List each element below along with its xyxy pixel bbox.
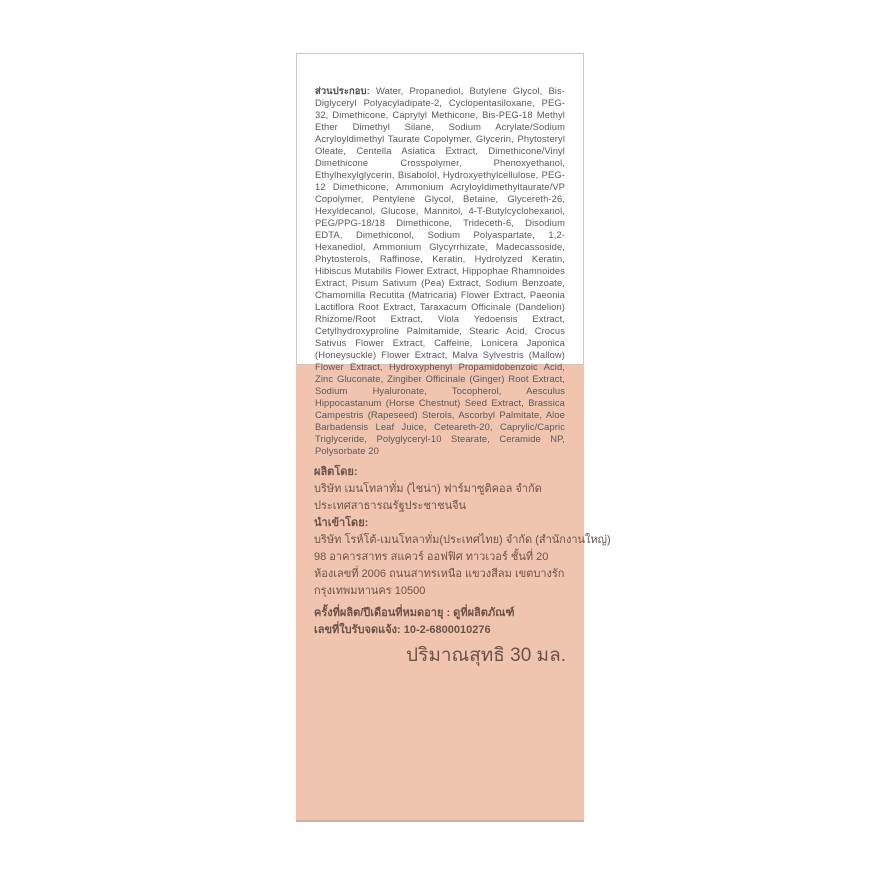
manufacturer-country: ประเทศสาธารณรัฐประชาชนจีน (314, 500, 467, 512)
importer-address-line-3: กรุงเทพมหานคร 10500 (314, 585, 426, 597)
production-block (314, 605, 566, 639)
ingredients-label: ส่วนประกอบ: (315, 85, 370, 96)
importer-label: นำเข้าโดย: (314, 517, 369, 529)
importer-block (314, 515, 611, 600)
importer-name: บริษัท โรห์โต้-เมนโทลาทั่ม(ประเทศไทย) จำกัด (สำนักงานใหญ่) (314, 534, 611, 546)
manufacturer-name: บริษัท เมนโทลาทั่ม (ไชน่า) ฟาร์มาซูติคอล จำกัด (314, 483, 542, 495)
production-batch-line: ครั้งที่ผลิต/ปีเดือนที่หมดอายุ : ดูที่ผลิตภัณฑ์ (314, 607, 515, 619)
label-panel (296, 53, 611, 822)
importer-address-line-1: 98 อาคารสาทร สแควร์ ออฟฟิศ ทาวเวอร์ ชั้นที่ 20 (314, 551, 549, 563)
importer-address-line-2: ห้องเลขที่ 2006 ถนนสาทรเหนือ แขวงสีลม เขตบางรัก (314, 568, 565, 580)
notification-number-line: เลขที่ใบรับจดแจ้ง: 10-2-6800010276 (314, 624, 491, 636)
net-volume-text: ปริมาณสุทธิ 30 มล. (406, 645, 566, 666)
ingredients-paragraph (315, 85, 565, 457)
manufacturer-block (314, 464, 566, 515)
ingredients-section (296, 53, 584, 456)
manufacturer-label: ผลิตโดย: (314, 466, 358, 478)
ingredients-list: Water, Propanediol, Butylene Glycol, Bis-Diglyceryl Polyacyladipate-2, Cyclopentasiloxane, PEG-32, Dimethicone, Caprylyl Methicone, Bis-PEG-18 Methyl Ether Dimethyl Silane, Sodium Acrylate/Sodium Acryloyldimethyl Taurate Copolymer, Glycerin, Phytosteryl Oleate, Centella Asiatica Extract, Dimethicone/Vinyl Dimethicone Crosspolymer, Phenoxyethanol, Ethylhexylglycerin, Bisabolol, Hydroxyethylcellulose, PEG-12 Dimethicone, Ammonium Acryloyldimethyltaurate/VP Copolymer, Pentylene Glycol, Betaine, Glycereth-26, Hexyldecanol, Glucose, Mannitol, 4-T-Butylcyclohexanol, PEG/PPG-18/18 Dimethicone, Trideceth-6, Disodium EDTA, Dimethiconol, Sodium Polyaspartate, 1,2-Hexanediol, Ammonium Glycyrrhizate, Madecassoside, Phytosterols, Raffinose, Keratin, Hydrolyzed Keratin, Hibiscus Mutabilis Flower Extract, Hippophae Rhamnoides Extract, Pisum Sativum (Pea) Extract, Sodium Benzoate, Chamomilla Recutita (Matricaria) Flower Extract, Paeonia Lactiflora Root Extract, Taraxacum Officinale (Dandelion) Rhizome/Root Extract, Viola Yedoensis Extract, Cetylhydroxyproline Palmitamide, Stearic Acid, Crocus Sativus Flower Extract, Caffeine, Lonicera Japonica (Honeysuckle) Flower Extract, Malva Sylvestris (Mallow) Flower Extract, Hydroxyphenyl Propamidobenzoic Acid, Zinc Gluconate, Zingiber Officinale (Ginger) Root Extract, Sodium Hyaluronate, Tocopherol, Aesculus Hippocastanum (Horse Chestnut) Seed Extract, Brassica Campestris (Rapeseed) Sterols, Ascorbyl Palmitate, Aloe Barbadensis Leaf Juice, Ceteareth-20, Caprylic/Capric Triglyceride, Polyglyceryl-10 Stearate, Ceramide NP, Polysorbate 20 (315, 85, 565, 456)
